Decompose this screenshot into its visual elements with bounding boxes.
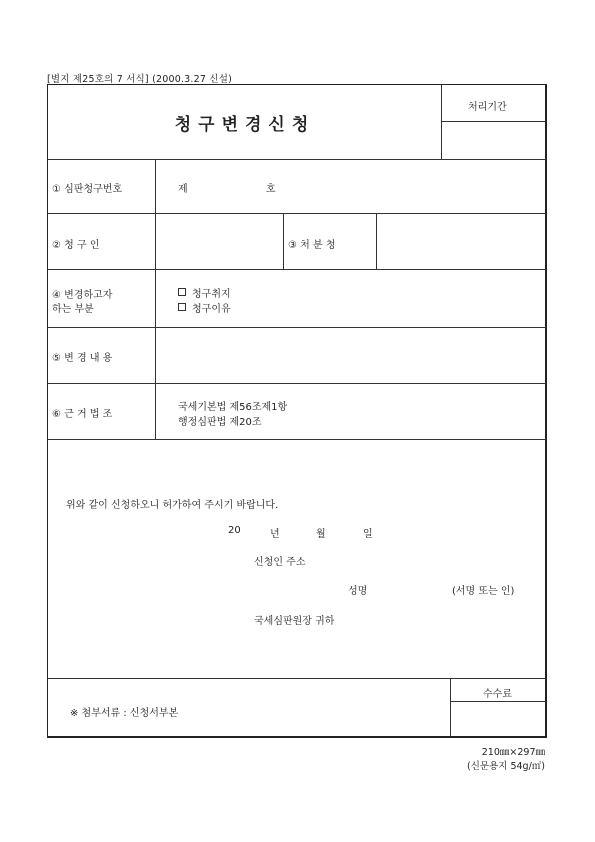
paper-size: 210㎜×297㎜ <box>481 747 545 758</box>
applicant-name-label: 성명 <box>348 586 368 597</box>
change-content-label: ⑤ 변 경 내 용 <box>52 353 113 364</box>
option-label: 청구이유 <box>192 304 231 315</box>
divider <box>441 121 546 122</box>
disposing-agency-label: ③ 처 분 청 <box>288 240 336 251</box>
case-number-suffix: 호 <box>266 184 276 195</box>
divider <box>450 678 451 737</box>
change-part-label-line1: ④ 변경하고자 <box>52 290 113 301</box>
case-number-field[interactable] <box>188 175 258 195</box>
case-number-label: ① 심판청구번호 <box>52 184 123 195</box>
recipient: 국세심판원장 귀하 <box>254 616 335 627</box>
divider <box>48 327 546 328</box>
divider <box>48 439 546 440</box>
form-title: 청구변경신청 <box>174 114 316 135</box>
attachments-note: ※ 첨부서류 : 신청서부본 <box>70 708 179 719</box>
change-part-label-line2: 하는 부분 <box>52 304 94 315</box>
divider <box>48 269 546 270</box>
request-form <box>47 84 547 738</box>
paper-type: (신문용지 54g/㎡) <box>467 761 545 772</box>
option-label: 청구취지 <box>192 289 231 300</box>
divider <box>48 383 546 384</box>
claimant-field[interactable] <box>158 216 280 266</box>
divider <box>48 678 546 679</box>
case-number-prefix: 제 <box>178 184 188 195</box>
legal-basis-line: 국세기본법 제56조제1항 <box>178 402 288 413</box>
divider <box>376 213 377 269</box>
date-day: 일 <box>363 529 373 540</box>
form-number-note: [별지 제25호의 7 서식] (2000.3.27 신설) <box>47 74 232 85</box>
date-month: 월 <box>316 529 326 540</box>
change-content-field[interactable] <box>158 330 543 380</box>
option-claim-reason[interactable] <box>178 300 231 315</box>
divider <box>283 213 284 269</box>
divider <box>48 213 546 214</box>
checkbox-icon[interactable] <box>178 288 186 296</box>
divider <box>155 159 156 439</box>
signature-note: (서명 또는 인) <box>452 586 515 597</box>
fee-stamp-area[interactable] <box>453 704 543 734</box>
claimant-label: ② 청 구 인 <box>52 240 100 251</box>
divider <box>450 701 546 702</box>
legal-basis-label: ⑥ 근 거 법 조 <box>52 409 113 420</box>
fee-label: 수수료 <box>483 689 512 700</box>
request-statement: 위와 같이 신청하오니 허가하여 주시기 바랍니다. <box>66 500 279 511</box>
date-year: 20 <box>228 525 241 536</box>
divider <box>48 159 546 160</box>
date-year-unit: 년 <box>270 529 280 540</box>
option-claim-purpose[interactable] <box>178 285 231 300</box>
disposing-agency-field[interactable] <box>379 216 543 266</box>
applicant-address-label: 신청인 주소 <box>254 557 306 568</box>
legal-basis-line: 행정심판법 제20조 <box>178 417 262 428</box>
checkbox-icon[interactable] <box>178 303 186 311</box>
processing-period-label: 처리기간 <box>468 102 507 113</box>
divider <box>441 85 442 159</box>
